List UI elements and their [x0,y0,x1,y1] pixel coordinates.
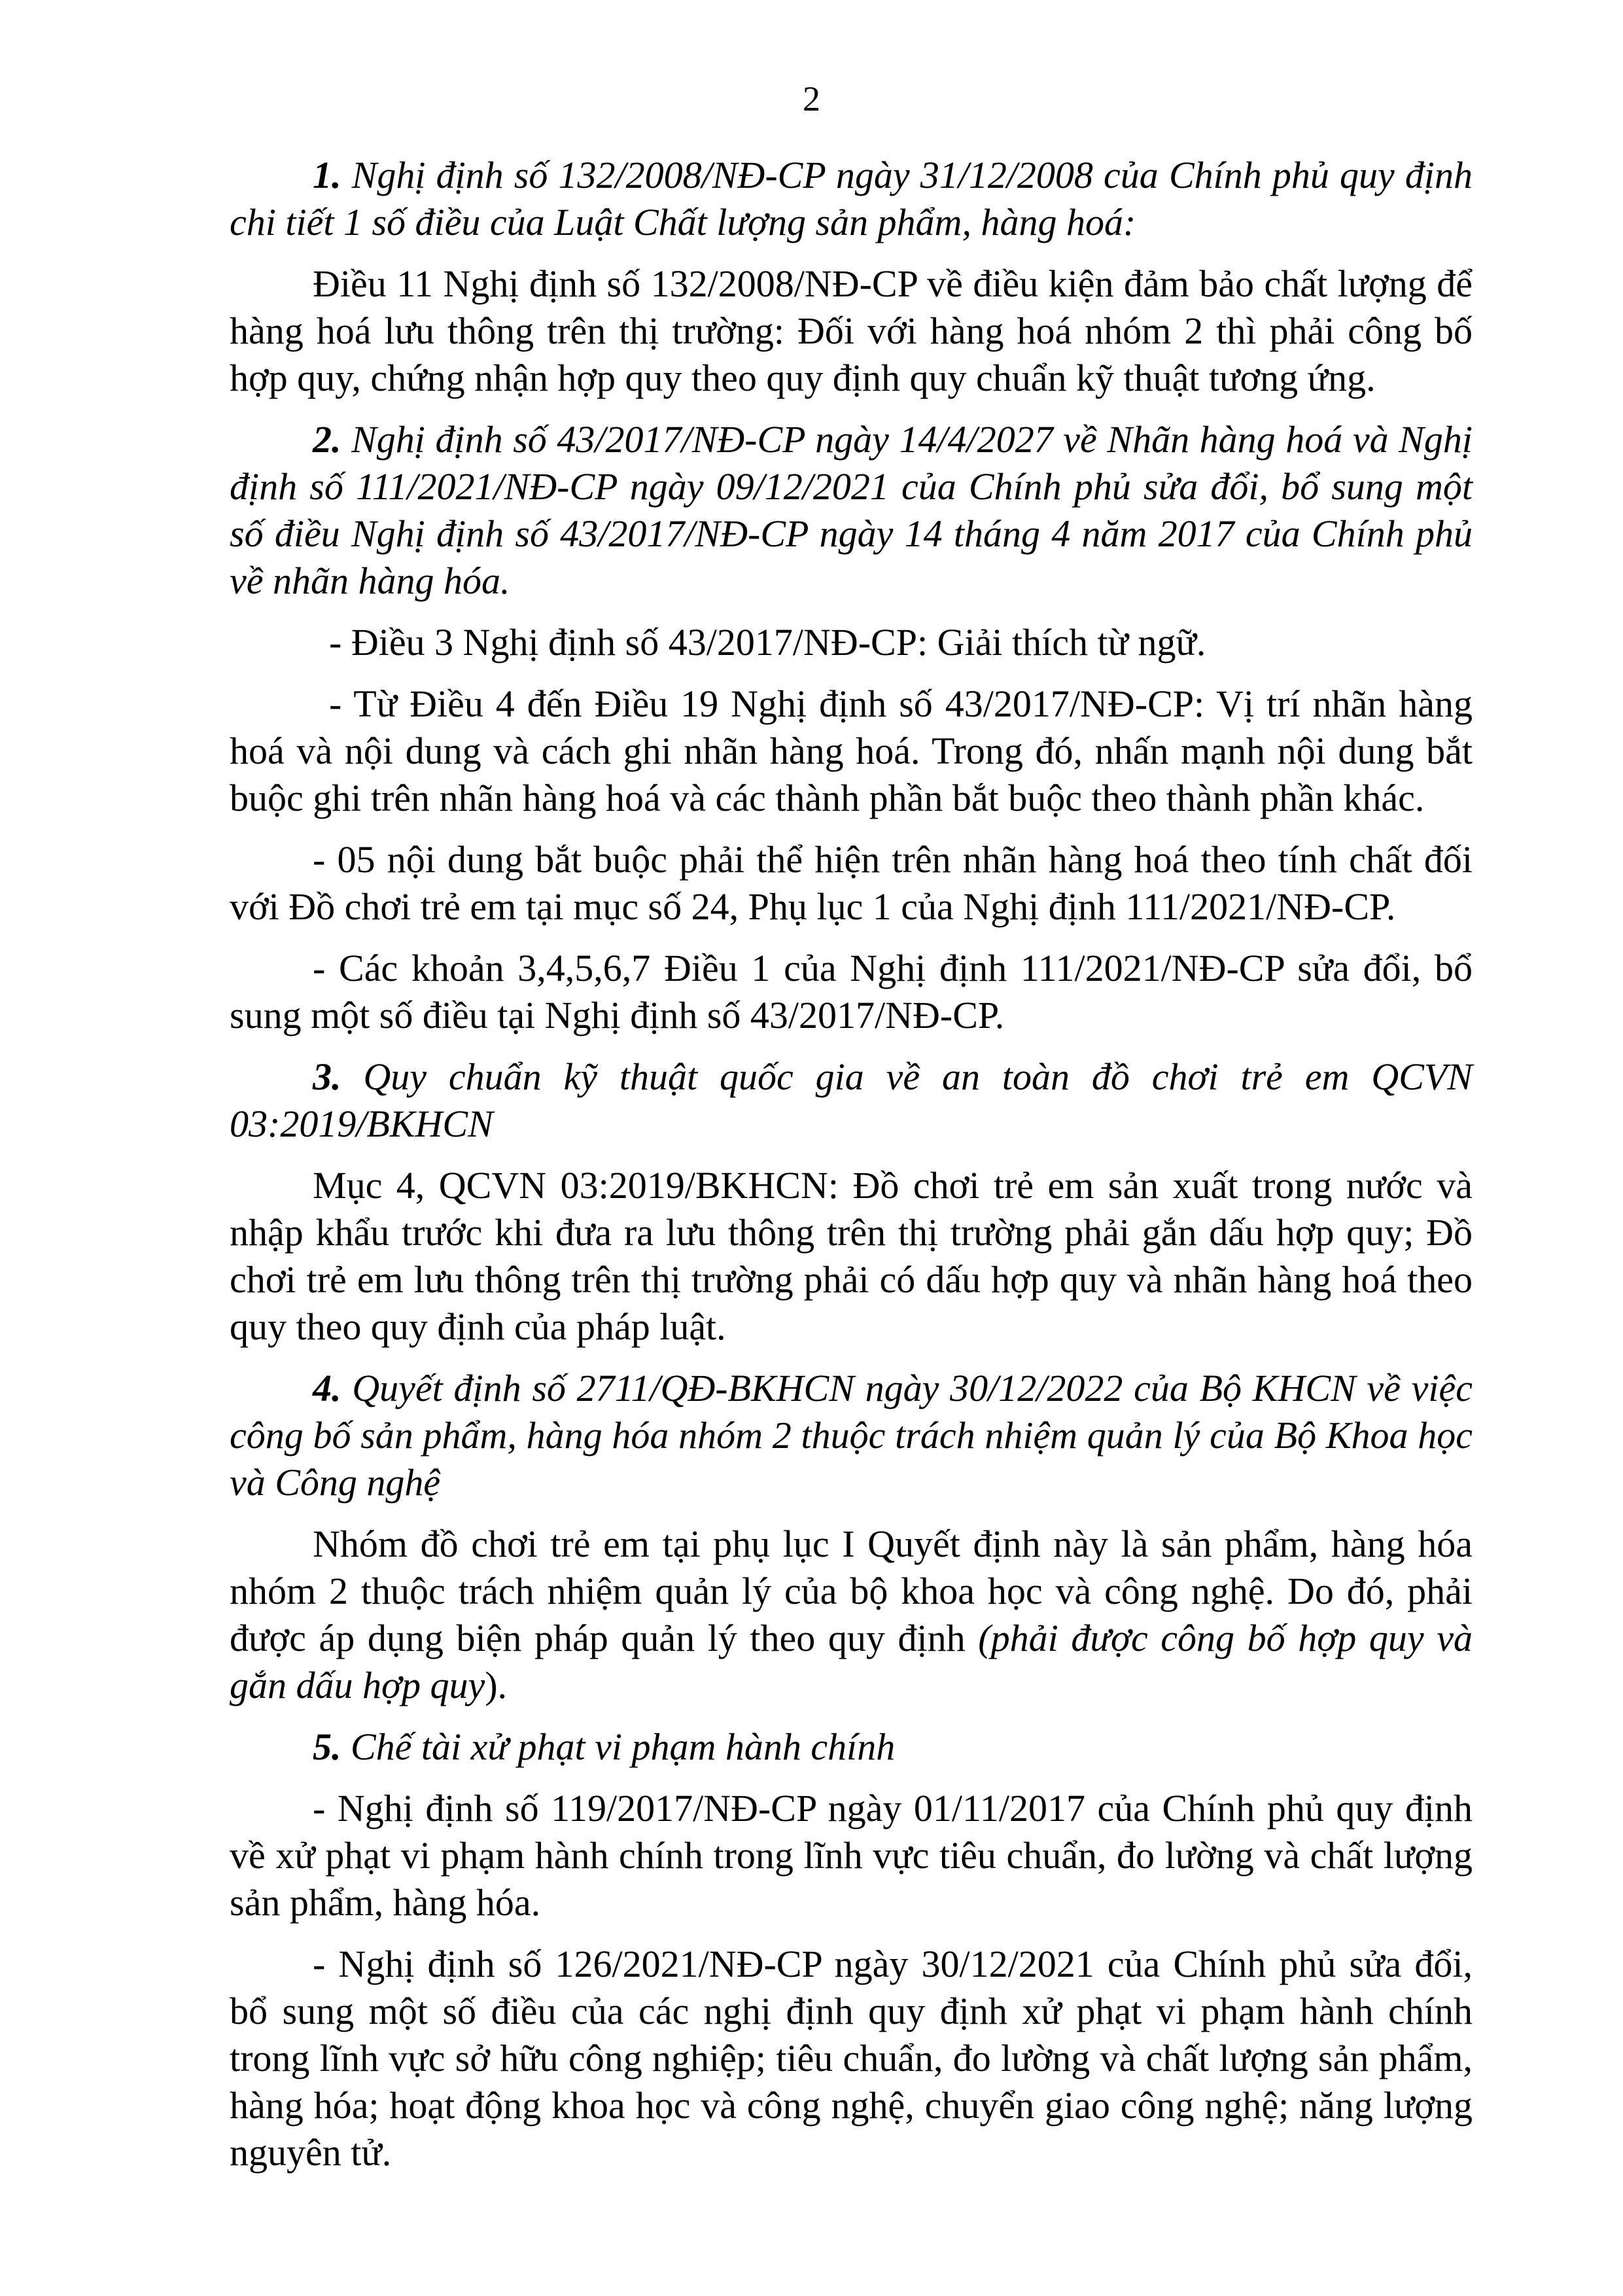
page-number: 2 [803,79,820,118]
section-5-item-1: - Nghị định số 119/2017/NĐ-CP ngày 01/11/2017 của Chính phủ quy định về xử phạt vi phạm hành chính trong lĩnh vực tiêu chuẩn, đo lường và chất lượng sản phẩm, hàng hóa. [230,1787,1473,1924]
section-4-body-text: Nhóm đồ chơi trẻ em tại phụ lục I Quyết định này là sản phẩm, hàng hóa nhóm 2 thuộc trách nhiệm quản lý của bộ khoa học và công nghệ. Do đó, phải được áp dụng biện pháp quản lý theo quy định [230,1523,1473,1659]
section-1-number: 1. [313,154,341,196]
section-3-heading [230,1053,1473,1148]
document-body [230,152,1473,2191]
section-2-item-2: - Từ Điều 4 đến Điều 19 Nghị định số 43/2017/NĐ-CP: Vị trí nhãn hàng hoá và nội dung và cách ghi nhãn hàng hoá. Trong đó, nhấn mạnh nội dung bắt buộc ghi trên nhãn hàng hoá và các thành phần bắt buộc theo thành phần khác. [230,682,1473,819]
section-4-body-italic: (phải được công bố hợp quy và gắn dấu hợp quy [230,1617,1473,1706]
section-2-title: Nghị định số 43/2017/NĐ-CP ngày 14/4/2027 về Nhãn hàng hoá và Nghị định số 111/2021/NĐ-CP ngày 09/12/2021 của Chính phủ sửa đổi, bổ sung một số điều Nghị định số 43/2017/NĐ-CP ngày 14 tháng 4 năm 2017 của Chính phủ về nhãn hàng hóa. [230,418,1473,602]
section-3-title: Quy chuẩn kỹ thuật quốc gia về an toàn đồ chơi trẻ em QCVN 03:2019/BKHCN [230,1055,1473,1145]
section-5-title: Chế tài xử phạt vi phạm hành chính [341,1725,896,1768]
section-2-number: 2. [313,418,341,461]
section-2-item-3: - 05 nội dung bắt buộc phải thể hiện trên nhãn hàng hoá theo tính chất đối với Đồ chơi trẻ em tại mục số 24, Phụ lục 1 của Nghị định 111/2021/NĐ-CP. [230,838,1473,928]
section-1-heading [230,152,1473,246]
section-4-heading [230,1365,1473,1506]
section-4-number: 4. [313,1367,341,1409]
section-2-heading [230,416,1473,605]
section-4-body [230,1521,1473,1709]
section-5-number: 5. [313,1725,341,1768]
section-2-item-1: - Điều 3 Nghị định số 43/2017/NĐ-CP: Giải thích từ ngữ. [329,621,1206,663]
section-1-body: Điều 11 Nghị định số 132/2008/NĐ-CP về điều kiện đảm bảo chất lượng để hàng hoá lưu thông trên thị trường: Đối với hàng hoá nhóm 2 thì phải công bố hợp quy, chứng nhận hợp quy theo quy định quy chuẩn kỹ thuật tương ứng. [230,262,1473,399]
section-3-body: Mục 4, QCVN 03:2019/BKHCN: Đồ chơi trẻ em sản xuất trong nước và nhập khẩu trước khi đưa ra lưu thông trên thị trường phải gắn dấu hợp quy; Đồ chơi trẻ em lưu thông trên thị trường phải có dấu hợp quy và nhãn hàng hoá theo quy theo quy định của pháp luật. [230,1164,1473,1348]
section-5-heading [230,1723,1473,1771]
section-3-number: 3. [313,1055,341,1098]
section-4-title: Quyết định số 2711/QĐ-BKHCN ngày 30/12/2022 của Bộ KHCN về việc công bố sản phẩm, hàng hóa nhóm 2 thuộc trách nhiệm quản lý của Bộ Khoa học và Công nghệ [230,1367,1473,1504]
section-4-body-end: ). [485,1664,508,1706]
section-1-title: Nghị định số 132/2008/NĐ-CP ngày 31/12/2008 của Chính phủ quy định chi tiết 1 số điều của Luật Chất lượng sản phẩm, hàng hoá: [230,154,1473,243]
section-2-item-4: - Các khoản 3,4,5,6,7 Điều 1 của Nghị định 111/2021/NĐ-CP sửa đổi, bổ sung một số điều tại Nghị định số 43/2017/NĐ-CP. [230,947,1473,1036]
section-5-item-2: - Nghị định số 126/2021/NĐ-CP ngày 30/12/2021 của Chính phủ sửa đổi, bổ sung một số điều của các nghị định quy định xử phạt vi phạm hành chính trong lĩnh vực sở hữu công nghiệp; tiêu chuẩn, đo lường và chất lượng sản phẩm, hàng hóa; hoạt động khoa học và công nghệ, chuyển giao công nghệ; năng lượng nguyên tử. [230,1943,1473,2174]
